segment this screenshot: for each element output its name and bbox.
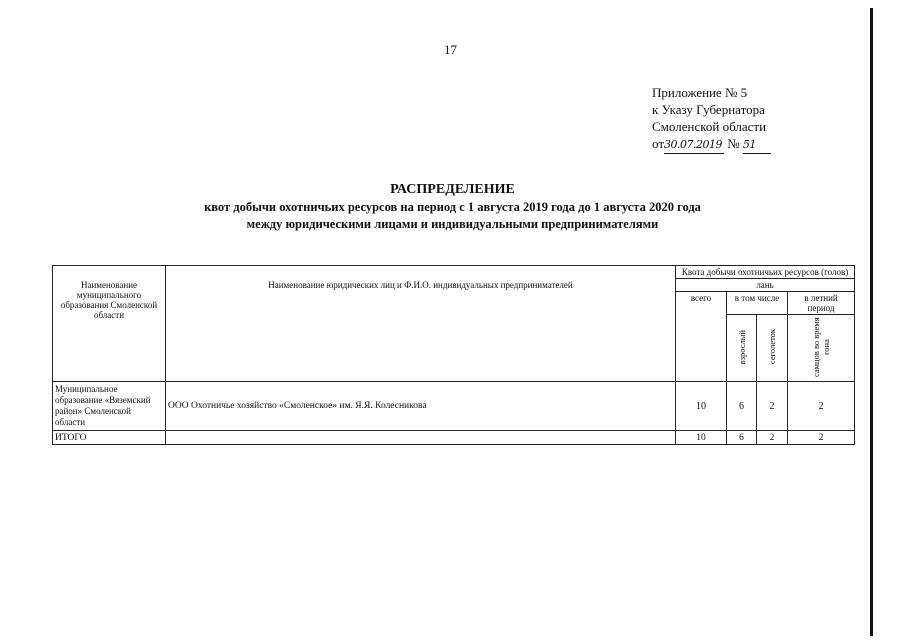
header-municipality: Наименование муниципального образования Смоленской области [53,266,166,382]
totals-total: 10 [676,431,727,445]
header-quota: Квота добычи охотничьих ресурсов (голов) [676,266,855,279]
header-species: лань [676,279,855,292]
quota-table [52,265,855,445]
table-row [53,382,855,431]
header-yearling-label: сеголеток [767,329,777,365]
appendix-line-1: Приложение № 5 [652,85,748,100]
cell-summer: 2 [788,382,855,431]
appendix-line-3: Смоленской области [652,119,767,134]
totals-row [53,431,855,445]
totals-adult: 6 [727,431,757,445]
cell-municipality: Муниципальное образование «Вяземский район» Смоленской области [53,382,166,431]
totals-yearling: 2 [757,431,788,445]
date-prefix: от [652,136,665,151]
totals-label: ИТОГО [53,431,166,445]
title-line-3: между юридическими лицами и индивидуальными предпринимателями [246,217,659,231]
header-total: всего [676,292,727,382]
header-yearling [757,315,788,382]
cell-total: 10 [676,382,727,431]
header-adult-label: взрослый [736,329,747,365]
header-males-rut-label: самцов во время гона [811,317,832,377]
cell-entity: ООО Охотничье хозяйство «Смоленское» им. Я.Я. Колесникова [166,382,676,431]
scan-edge-line [870,8,873,636]
totals-summer: 2 [788,431,855,445]
appendix-line-2: к Указу Губернатора [652,102,765,117]
header-males-rut [788,315,855,382]
appendix-block [652,84,771,154]
handwritten-number: 51 [743,136,771,154]
title-line-2: квот добычи охотничьих ресурсов на период с 1 августа 2019 года до 1 августа 2020 года [204,200,701,214]
header-entity: Наименование юридических лиц и Ф.И.О. индивидуальных предпринимателей [166,266,676,382]
appendix-date-line [652,135,771,154]
number-prefix: № [727,136,740,151]
handwritten-date: 30.07.2019 [664,136,724,154]
cell-adult: 6 [727,382,757,431]
totals-empty [166,431,676,445]
header-including: в том числе [727,292,788,315]
page-number: 17 [444,42,457,57]
document-title [0,181,905,233]
header-summer: в летний период [788,292,855,315]
title-line-1: РАСПРЕДЕЛЕНИЕ [390,182,515,197]
cell-yearling: 2 [757,382,788,431]
header-adult [727,315,757,382]
